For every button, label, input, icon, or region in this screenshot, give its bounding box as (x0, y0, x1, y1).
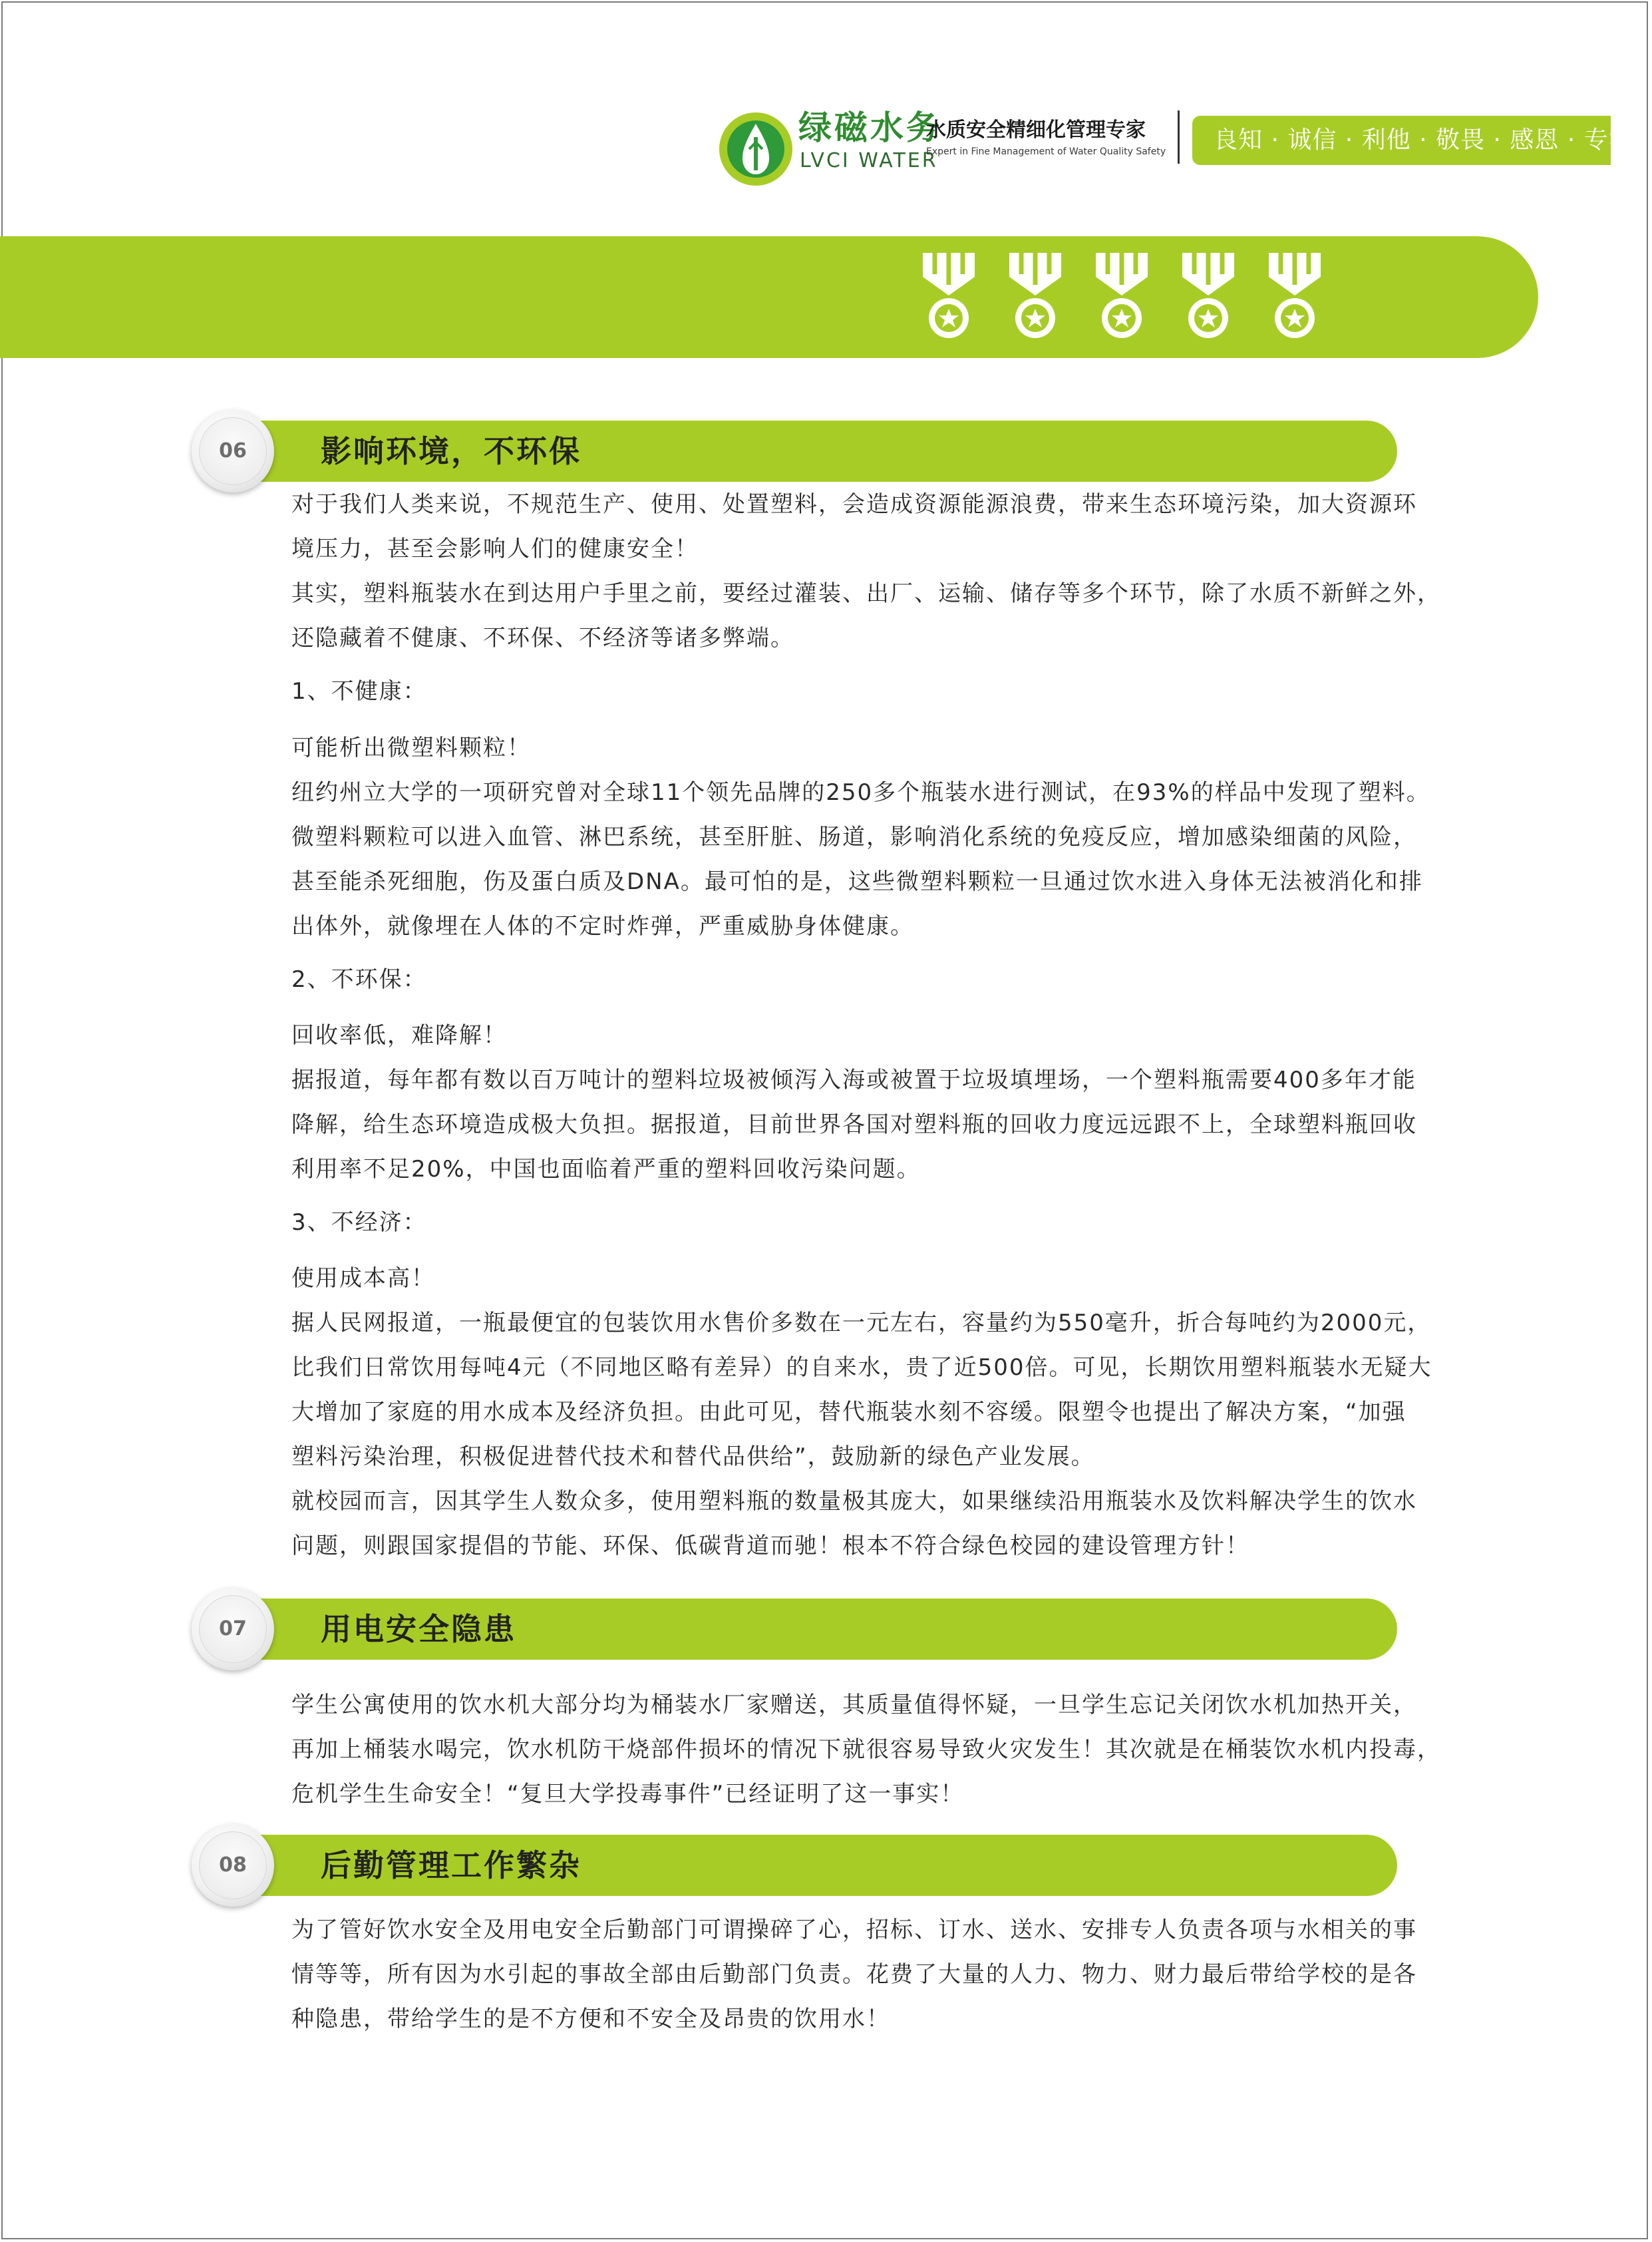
section-number: 06 (199, 417, 267, 485)
paragraph-line: 情等等，所有因为水引起的事故全部由后勤部门负责。花费了大量的人力、物力、财力最后带给学校的是各 (291, 1961, 1417, 1988)
paragraph-line: 2、不环保： (291, 966, 427, 993)
section-number-badge (192, 1824, 274, 1907)
paragraph-line: 使用成本高！ (291, 1265, 435, 1292)
paragraph-line: 就校园而言，因其学生人数众多，使用塑料瓶的数量极其庞大，如果继续沿用瓶装水及饮料解决学生的饮水 (291, 1488, 1417, 1515)
paragraph-line: 1、不健康： (291, 678, 427, 705)
medal-row (921, 252, 1322, 345)
section-number: 07 (199, 1595, 267, 1663)
paragraph-line: 学生公寓使用的饮水机大部分均为桶装水厂家赠送，其质量值得怀疑，一旦学生忘记关闭饮水机加热开关， (291, 1692, 1417, 1718)
paragraph-line: 大增加了家庭的用水成本及经济负担。由此可见，替代瓶装水刻不容缓。限塑令也提出了解决方案，“加强 (291, 1399, 1406, 1425)
paragraph-line: 据人民网报道，一瓶最便宜的包装饮用水售价多数在一元左右，容量约为550毫升，折合每吨约为2000元， (291, 1310, 1432, 1336)
paragraph-line: 回收率低，难降解！ (291, 1022, 507, 1049)
paragraph-line: 甚至能杀死细胞，伤及蛋白质及DNA。最可怕的是，这些微塑料颗粒一旦通过饮水进入身体无法被消化和排 (291, 868, 1423, 895)
paragraph-line: 3、不经济： (291, 1209, 427, 1236)
medal-icon (1267, 252, 1322, 345)
section-number-badge (192, 410, 274, 492)
values-text: 良知 · 诚信 · 利他 · 敬畏 · 感恩 · 专注 (1214, 126, 1633, 154)
tagline-en: Expert in Fine Management of Water Quality Safety (926, 146, 1166, 157)
paragraph-line: 可能析出微塑料颗粒！ (291, 735, 531, 761)
paragraph-line: 还隐藏着不健康、不环保、不经济等诸多弊端。 (291, 625, 794, 652)
paragraph-line: 种隐患，带给学生的是不方便和不安全及昂贵的饮用水！ (291, 2006, 890, 2032)
medal-icon (1094, 252, 1149, 345)
section-title: 用电安全隐患 (321, 1611, 516, 1647)
water-drop-logo-icon (717, 110, 794, 188)
paragraph-line: 危机学生生命安全！“复旦大学投毒事件”已经证明了这一事实！ (291, 1781, 965, 1807)
paragraph-line: 对于我们人类来说，不规范生产、使用、处置塑料，会造成资源能源浪费，带来生态环境污染，加大资源环 (291, 491, 1417, 518)
section-number-badge (192, 1588, 274, 1670)
medal-icon (921, 252, 976, 345)
paragraph-line: 塑料污染治理，积极促进替代技术和替代品供给”，鼓励新的绿色产业发展。 (291, 1443, 1095, 1470)
paragraph-line: 利用率不足20%，中国也面临着严重的塑料回收污染问题。 (291, 1156, 921, 1183)
paragraph-line: 出体外，就像埋在人体的不定时炸弹，严重威胁身体健康。 (291, 913, 914, 940)
tagline-cn: 水质安全精细化管理专家 (926, 118, 1146, 142)
paragraph-line: 微塑料颗粒可以进入血管、淋巴系统，甚至肝脏、肠道，影响消化系统的免疫反应，增加感染细菌的风险， (291, 824, 1417, 850)
section-title: 后勤管理工作繁杂 (321, 1847, 581, 1883)
paragraph-line: 据报道，每年都有数以百万吨计的塑料垃圾被倾泻入海或被置于垃圾填埋场，一个塑料瓶需要400多年才能 (291, 1067, 1416, 1093)
medal-icon (1008, 252, 1063, 345)
paragraph-line: 境压力，甚至会影响人们的健康安全！ (291, 536, 699, 562)
brand-name-cn: 绿磁水务 (798, 108, 942, 147)
section-title: 影响环境，不环保 (321, 433, 581, 469)
paragraph-line: 降解，给生态环境造成极大负担。据报道，目前世界各国对塑料瓶的回收力度远远跟不上，全球塑料瓶回收 (291, 1111, 1417, 1138)
medal-icon (1181, 252, 1236, 345)
paragraph-line: 其实，塑料瓶装水在到达用户手里之前，要经过灌装、出厂、运输、储存等多个环节，除了水质不新鲜之外， (291, 580, 1441, 607)
paragraph-line: 为了管好饮水安全及用电安全后勤部门可谓操碎了心，招标、订水、送水、安排专人负责各项与水相关的事 (291, 1917, 1417, 1943)
paragraph-line: 比我们日常饮用每吨4元（不同地区略有差异）的自来水，贵了近500倍。可见，长期饮用塑料瓶装水无疑大 (291, 1354, 1432, 1381)
paragraph-line: 再加上桶装水喝完，饮水机防干烧部件损坏的情况下就很容易导致火灾发生！其次就是在桶装饮水机内投毒， (291, 1736, 1441, 1763)
header-divider (1178, 110, 1180, 164)
paragraph-line: 纽约州立大学的一项研究曾对全球11个领先品牌的250多个瓶装水进行测试，在93%的样品中发现了塑料。 (291, 779, 1430, 806)
brand-name-en: LVCI WATER (800, 149, 938, 172)
section-number: 08 (199, 1831, 267, 1899)
paragraph-line: 问题，则跟国家提倡的节能、环保、低碳背道而驰！根本不符合绿色校园的建设管理方针！ (291, 1533, 1249, 1559)
